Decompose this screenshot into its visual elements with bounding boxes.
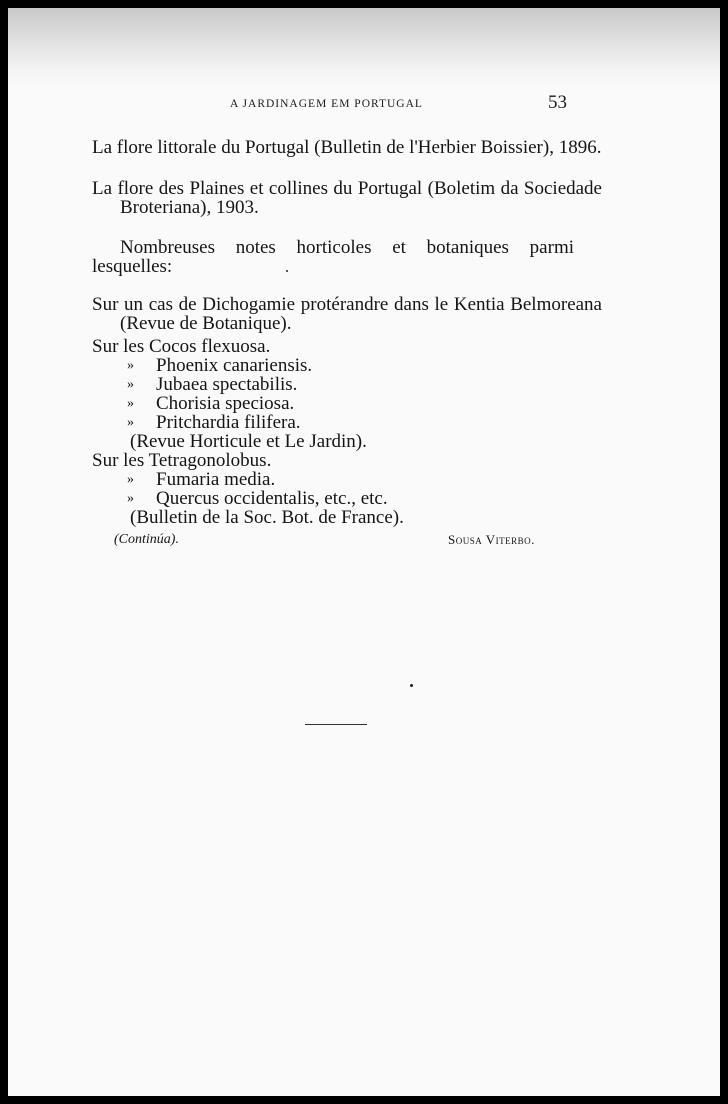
note-entry-tetragonolobus: Sur les Tetragonolobus. bbox=[92, 450, 272, 471]
running-title: A JARDINAGEM EM PORTUGAL bbox=[230, 98, 423, 110]
plant-item-pritchardia: Pritchardia filifera. bbox=[156, 412, 301, 433]
ink-speck bbox=[286, 270, 288, 272]
note-entry-dichogamie: Sur un cas de Dichogamie protérandre dans le Kentia Belmoreana (Revue de Botanique). bbox=[92, 294, 602, 334]
document-page bbox=[8, 8, 720, 1096]
section-divider-rule bbox=[305, 724, 367, 725]
ditto-mark: » bbox=[127, 472, 134, 487]
plant-item-phoenix: Phoenix canariensis. bbox=[156, 355, 313, 376]
note-entry-cocos: Sur les Cocos flexuosa. bbox=[92, 336, 271, 357]
plant-item-fumaria: Fumaria media. bbox=[156, 469, 276, 490]
ink-speck bbox=[410, 684, 413, 687]
work-entry-flore-littorale: La flore littorale du Portugal (Bulletin de l'Herbier Boissier), 1896. bbox=[92, 137, 602, 158]
source-citation-revue-horticule: (Revue Horticule et Le Jardin). bbox=[130, 431, 367, 452]
page-number: 53 bbox=[548, 92, 567, 113]
continua-label: (Continúa). bbox=[114, 532, 179, 547]
plant-item-chorisia: Chorisia speciosa. bbox=[156, 393, 295, 414]
ditto-mark: » bbox=[127, 491, 134, 506]
notes-intro-paragraph: Nombreuses notes horticoles et botaniques parmi lesquelles: bbox=[92, 237, 574, 277]
ditto-mark: » bbox=[127, 358, 134, 373]
plant-item-quercus: Quercus occidentalis, etc., etc. bbox=[156, 488, 388, 509]
ditto-mark: » bbox=[127, 396, 134, 411]
work-entry-flore-plaines: La flore des Plaines et collines du Portugal (Boletim da Sociedade Broteriana), 1903. bbox=[92, 178, 602, 218]
plant-item-jubaea: Jubaea spectabilis. bbox=[156, 374, 298, 395]
author-signature: Sousa Viterbo. bbox=[448, 532, 535, 547]
ditto-mark: » bbox=[127, 377, 134, 392]
ditto-mark: » bbox=[127, 415, 134, 430]
source-citation-bulletin-soc-bot: (Bulletin de la Soc. Bot. de France). bbox=[130, 507, 404, 528]
scan-shadow-band bbox=[8, 8, 720, 86]
page-header bbox=[8, 92, 720, 118]
